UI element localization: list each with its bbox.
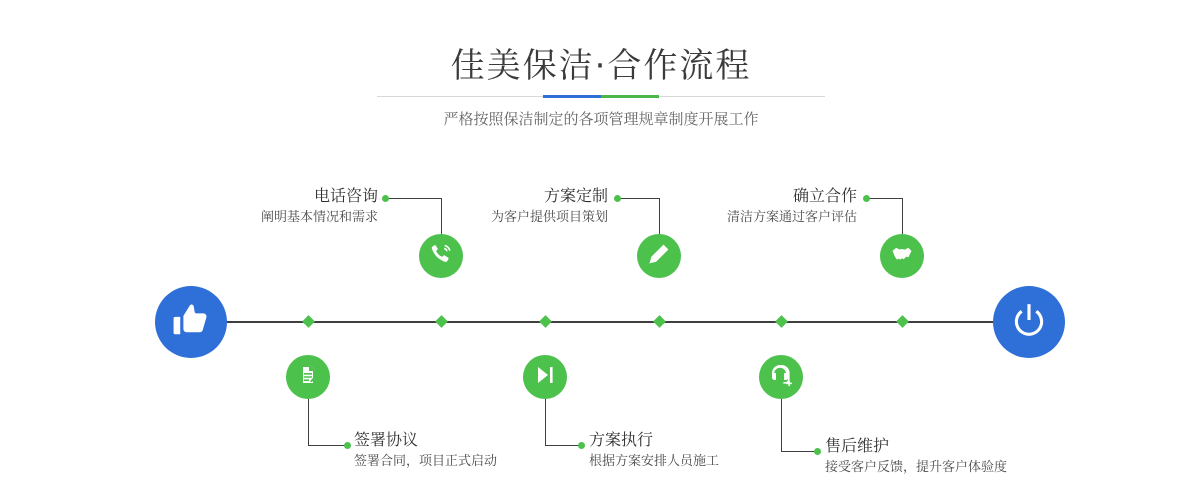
label-step-6-title: 售后维护: [825, 436, 890, 455]
node-step-3[interactable]: [637, 234, 681, 278]
label-step-2-desc: 签署合同，项目正式启动: [354, 454, 498, 469]
axis-marker-3: [653, 315, 666, 328]
connector-step-5: [902, 198, 903, 234]
page-title: 佳美保洁·合作流程: [450, 46, 752, 86]
label-step-1-title: 电话咨询: [313, 186, 378, 205]
connector-dot-5: [863, 195, 870, 202]
node-step-4[interactable]: [523, 355, 567, 399]
divider-accent-green: [601, 95, 659, 98]
connector-step-2-h: [308, 445, 348, 446]
connector-dot-6: [814, 448, 821, 455]
node-step-2[interactable]: [286, 355, 330, 399]
label-step-3-desc: 为客户提供项目策划: [490, 210, 608, 225]
end-endpoint: [993, 286, 1065, 358]
connector-step-4-h: [545, 445, 581, 446]
divider-accent-blue: [543, 95, 601, 98]
document-edit-icon: [296, 363, 320, 392]
title-divider: [0, 94, 1202, 98]
axis-marker-1: [435, 315, 448, 328]
handshake-icon: [890, 242, 914, 271]
axis-marker-2: [302, 315, 315, 328]
play-forward-icon: [533, 363, 557, 392]
axis-marker-4: [539, 315, 552, 328]
connector-step-6: [781, 399, 782, 451]
divider-line-right: [659, 96, 825, 97]
connector-step-6-h: [781, 451, 817, 452]
node-step-5[interactable]: [880, 234, 924, 278]
page-subtitle: 严格按照保洁制定的各项管理规章制度开展工作: [443, 110, 759, 128]
label-step-4-title: 方案执行: [589, 430, 654, 449]
power-icon: [1010, 301, 1048, 344]
label-step-6-desc: 接受客户反馈，提升客户体验度: [825, 460, 1008, 475]
node-step-1[interactable]: [419, 234, 463, 278]
start-endpoint: [155, 286, 227, 358]
label-step-3-title: 方案定制: [543, 186, 608, 205]
thumbs-up-icon: [172, 301, 210, 344]
node-step-6[interactable]: [759, 355, 803, 399]
label-step-6: [825, 436, 1007, 478]
label-step-5-title: 确立合作: [792, 186, 857, 205]
label-step-5-desc: 清洁方案通过客户评估: [726, 210, 857, 225]
axis-marker-6: [775, 315, 788, 328]
label-step-1-desc: 阐明基本情况和需求: [260, 210, 378, 225]
connector-step-5-h: [866, 198, 902, 199]
axis-marker-5: [896, 315, 909, 328]
label-step-4-desc: 根据方案安排人员施工: [589, 454, 720, 469]
connector-step-2: [308, 399, 309, 445]
label-step-2: [354, 430, 497, 472]
divider-line-left: [377, 96, 543, 97]
label-step-2-title: 签署协议: [354, 430, 419, 449]
headset-support-icon: [769, 363, 793, 392]
connector-dot-2: [344, 442, 351, 449]
phone-call-icon: [429, 242, 453, 271]
label-step-5: [500, 186, 857, 228]
pencil-ruler-icon: [647, 242, 671, 271]
label-step-4: [589, 430, 719, 472]
connector-dot-4: [578, 442, 585, 449]
connector-step-4: [545, 399, 546, 445]
